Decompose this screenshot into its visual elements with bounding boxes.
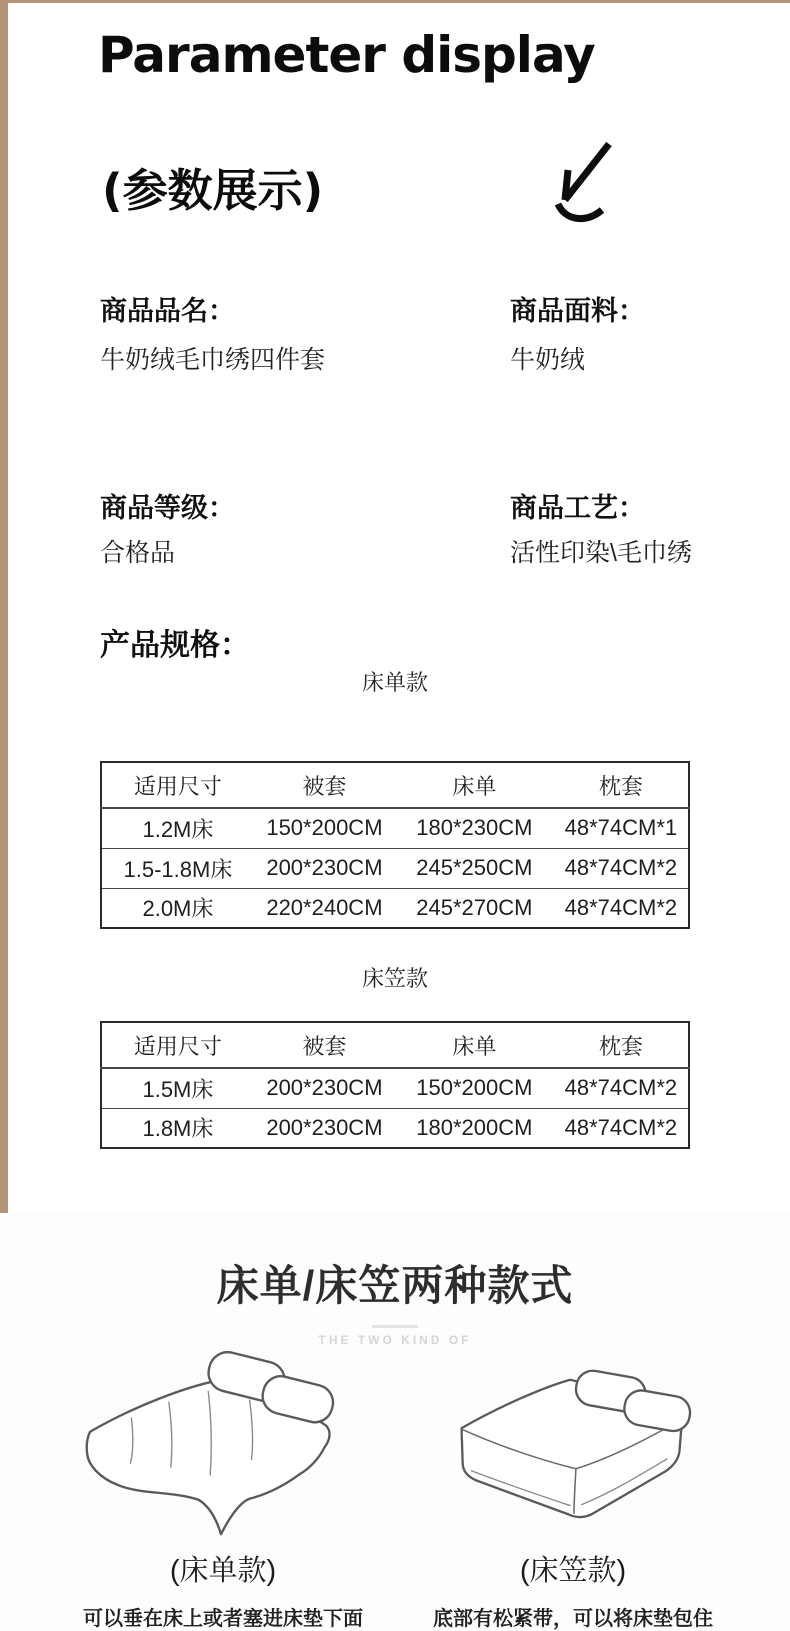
down-left-arrow-icon (545, 138, 617, 226)
spec-cell: 200*230CM (266, 1114, 383, 1140)
spec-cell: 220*240CM (266, 894, 383, 920)
flat-sheet-bed-illustration (58, 1530, 388, 1547)
spec-cell: 180*200CM (416, 1114, 533, 1140)
attribute-value: 合格品 (100, 539, 176, 567)
spec-cell: 48*74CM*1 (554, 808, 689, 848)
attribute-label: 商品工艺： (510, 493, 645, 523)
column-header: 床单 (395, 1022, 554, 1068)
spec-cell: 48*74CM*2 (554, 848, 689, 888)
column-header: 枕套 (554, 762, 689, 808)
style-label: (床单款) (169, 1555, 277, 1587)
spec-table-sheet-style (100, 761, 690, 929)
attribute-label: 商品品名： (100, 296, 235, 326)
table-row (101, 808, 689, 848)
styles-subtitle: THE TWO KIND OF (318, 1333, 472, 1347)
spec-cell: 2.0M床 (142, 896, 214, 922)
spec-cell: 245*250CM (395, 848, 554, 888)
table-header-row (101, 762, 689, 808)
spec-cell: 48*74CM*2 (564, 894, 678, 920)
spec-cell: 1.8M床 (142, 1116, 214, 1142)
table-row (101, 1108, 689, 1148)
table-row (101, 888, 689, 928)
spec-cell: 1.5M床 (101, 1068, 254, 1108)
spec-cell: 48*74CM*2 (554, 1068, 689, 1108)
section-heading-specs: 产品规格： (100, 629, 250, 662)
spec-cell: 200*230CM (254, 848, 395, 888)
attribute-label: 商品等级： (100, 493, 235, 523)
table-row (101, 1068, 689, 1108)
column-header: 被套 (254, 1022, 395, 1068)
styles-divider (372, 1325, 418, 1328)
spec-cell: 1.2M床 (101, 808, 254, 848)
table-row (101, 848, 689, 888)
style-label: (床笠款) (519, 1555, 627, 1587)
spec-cell: 150*200CM (254, 808, 395, 848)
spec-cell: 245*270CM (416, 894, 533, 920)
spec-table-fitted-style (100, 1021, 690, 1149)
column-header: 床单 (395, 762, 554, 808)
page-title: Parameter display (98, 26, 595, 84)
attribute-value: 牛奶绒 (510, 346, 586, 374)
top-border-strip (0, 0, 790, 3)
attribute-value: 活性印染\毛巾绣 (510, 539, 692, 567)
spec-cell: 48*74CM*2 (564, 1114, 678, 1140)
spec-cell: 1.5-1.8M床 (101, 848, 254, 888)
column-header: 适用尺寸 (101, 1022, 254, 1068)
fitted-sheet-bed-illustration (423, 1530, 723, 1547)
column-header: 适用尺寸 (101, 762, 254, 808)
column-header: 被套 (254, 762, 395, 808)
styles-title: 床单/床笠两种款式 (216, 1262, 574, 1309)
column-header: 枕套 (554, 1022, 689, 1068)
table-caption-fitted-style: 床笠款 (361, 966, 428, 991)
two-styles-section (0, 1213, 790, 1631)
spec-cell: 200*230CM (254, 1068, 395, 1108)
spec-cell: 150*200CM (395, 1068, 554, 1108)
attribute-value: 牛奶绒毛巾绣四件套 (100, 346, 326, 374)
attribute-label: 商品面料： (510, 296, 645, 326)
table-header-row (101, 1022, 689, 1068)
table-caption-sheet-style: 床单款 (361, 670, 428, 695)
style-caption: 可以垂在床上或者塞进床垫下面 (83, 1608, 363, 1630)
style-caption: 底部有松紧带，可以将床垫包住 (433, 1608, 713, 1630)
left-border-strip (0, 0, 8, 1213)
page-title-chinese: (参数展示) (102, 164, 324, 217)
spec-cell: 180*230CM (395, 808, 554, 848)
